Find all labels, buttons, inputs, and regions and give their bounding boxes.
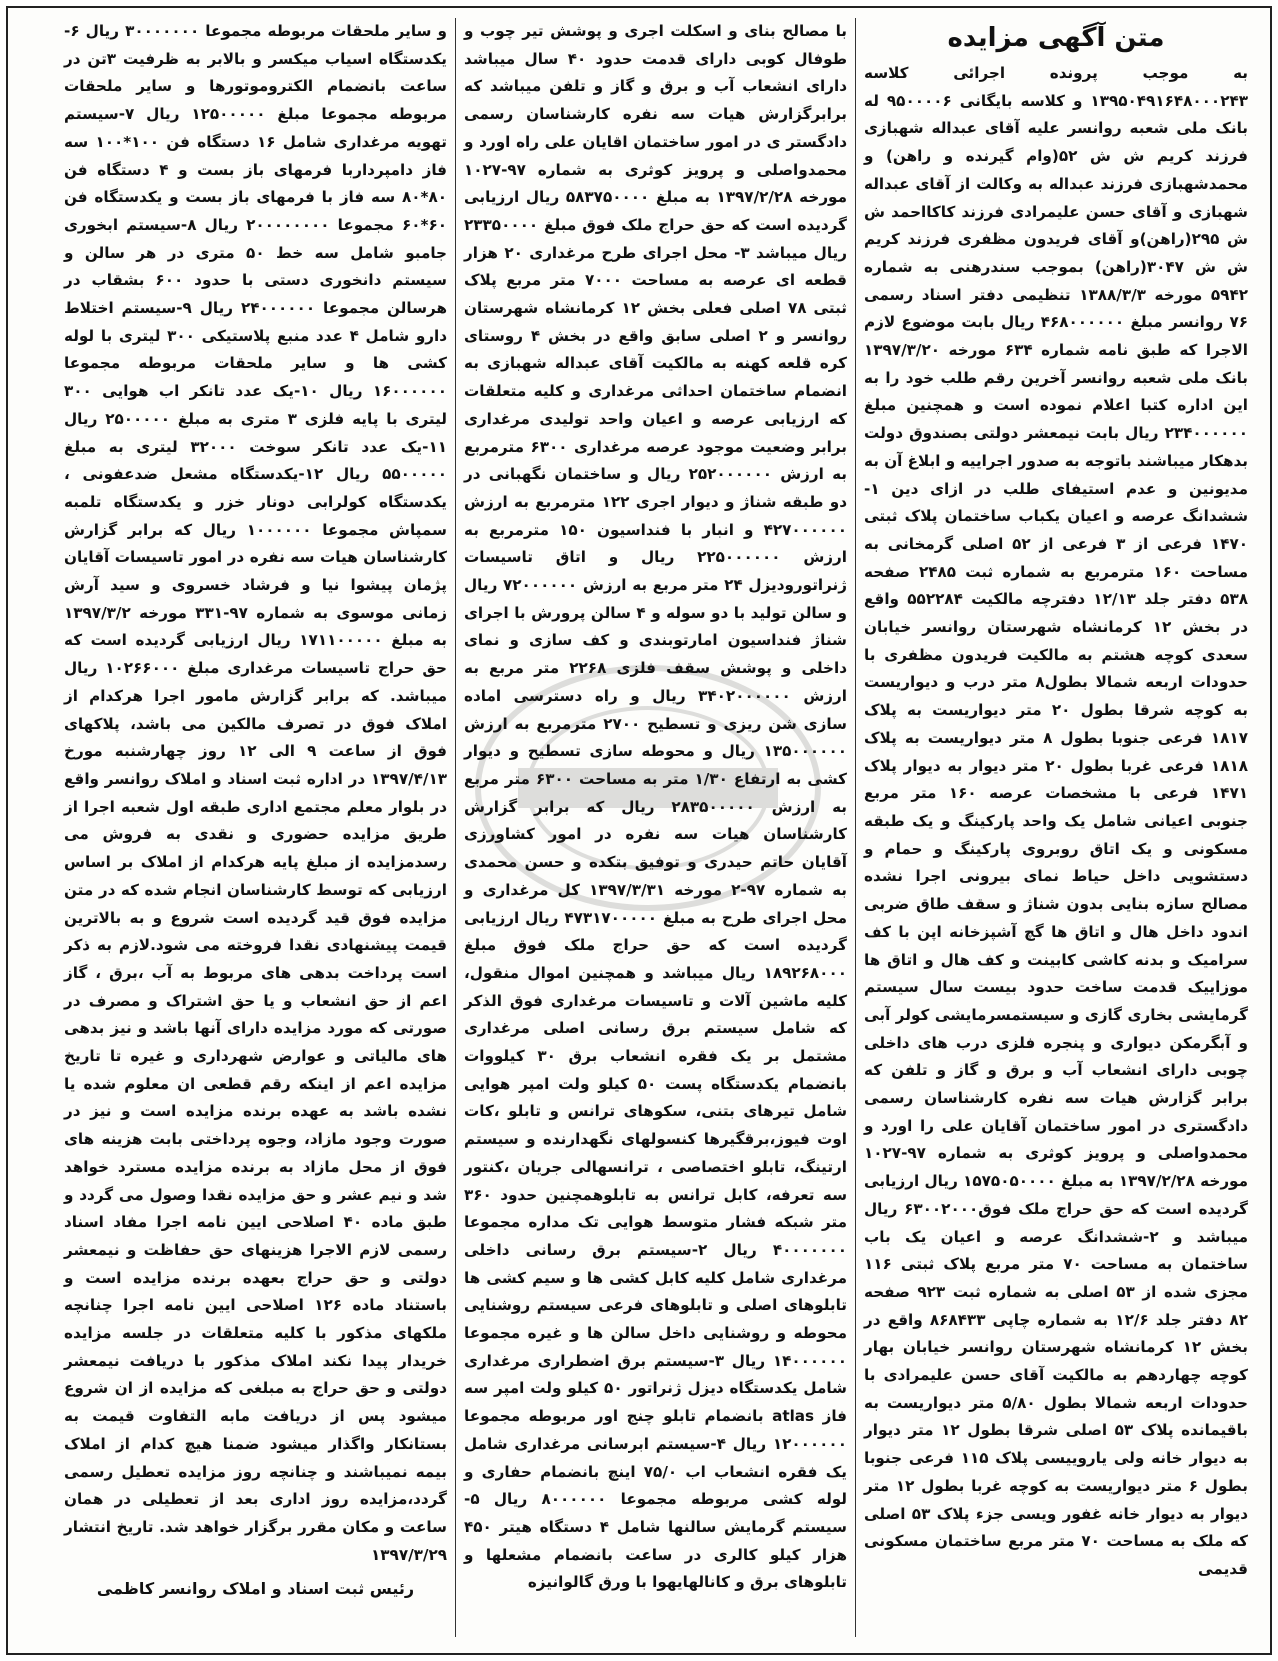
ad-text-column-1: به موجب پرونده اجرائی کلاسه ۱۳۹۵۰۴۹۱۶۴۸۰۰۰۲۴۳ و کلاسه بایگانی ۹۵۰۰۰۰۶ له بانک ملی شعبه روانسر علیه آقای عبداله شهبازی فرزند کریم ش ش ۵۲(وام گیرنده و راهن) و محمدشهبازی فرزند عبداله به وکالت از آقای عبداله شهبازی و آقای حسن علیمرادی فرزند کاکااحمد ش ش ۲۹۵(راهن)و آقای فریدون مظفری فرزند کریم ش ش ۳۰۴۷(راهن) بموجب سندرهنی به شماره ۵۹۴۲ مورخه ۱۳۸۸/۳/۳ تنظیمی دفتر اسناد رسمی ۷۶ روانسر مبلغ ۴۶۸۰۰۰۰۰۰ ریال بابت موضوع لازم الاجرا که طبق نامه شماره ۶۳۴ مورخه ۱۳۹۷/۳/۲۰ بانک ملی شعبه روانسر آخرین رقم طلب خود را به این اداره کتبا اعلام نموده است و همچنین مبلغ ۲۳۴۰۰۰۰۰۰ ریال بابت نیمعشر دولتی بصندوق دولت بدهکار میباشند باتوجه به صدور اجراییه و ابلاغ آن به مدیونین و عدم استیفای طلب در ازای دین ۱-ششدانگ عرصه و اعیان یکباب ساختمان پلاک ثبتی ۱۴۷۰ فرعی از ۳ فرعی از ۵۲ اصلی گرمخانی به مساحت ۱۶۰ مترمربع به شماره ثبت ۲۴۸۵ صفحه ۵۳۸ دفتر جلد ۱۲/۱۳ دفترچه مالکیت ۵۵۲۲۸۴ واقع در بخش ۱۲ کرمانشاه شهرستان روانسر خیابان سعدی کوچه هشتم به مالکیت فریدون مظفری با حدودات اربعه شمالا بطول۸ متر درب و دیواریست به کوچه شرقا بطول ۲۰ متر دیواریست به پلاک ۱۸۱۷ فرعی جنوبا بطول ۸ متر دیواریست به پلاک ۱۸۱۸ فرعی غربا بطول ۲۰ متر دیوار به دیوار پلاک ۱۴۷۱ فرعی با مشخصات عرصه ۱۶۰ متر مربع جنوبی اعیانی شامل یک واحد پارکینگ و یک طبقه مسکونی و یک اتاق روبروی پارکینگ و حمام و دستشویی داخل حیاط نمای بیرونی اجرا نشده مصالح سازه بنایی بدون شناژ و سقف طاق ضربی اندود داخل هال و اتاق ها گچ آشپزخانه اپن با کف سرامیک و بدنه کاشی کابینت و کف هال و اتاق ها موزاییک قدمت ساخت حدود بیست سال سیستم گرمایشی بخاری گازی و سیستمسرمایشی کولر آبی و آبگرمکن دیواری و پنجره فلزی درب های داخلی چوبی دارای انشعاب آب و برق و گاز و تلفن که برابر گزارش هیات سه نفره کارشناسان رسمی دادگستری در امور ساختمان آقایان علی را اورد و محمدواصلی و پرویز کوثری به شماره ۹۷-۱۰۲۷ مورخه ۱۳۹۷/۲/۲۸ به مبلغ ۱۵۷۵۰۵۰۰۰۰ ریال ارزیابی گردیده است که حق حراج ملک فوق۶۳۰۰۲۰۰۰ ریال میباشد و ۲-ششدانگ عرصه و اعیان یک باب ساختمان به مساحت ۷۰ متر مربع پلاک ثبتی ۱۱۶ مجزی شده از ۵۳ اصلی به شماره ثبت ۹۲۳ صفحه ۸۲ دفتر جلد ۱۲/۶ به شماره چاپی ۸۶۸۴۳۳ واقع در بخش ۱۲ کرمانشاه شهرستان روانسر خیابان بهار کوچه چهاردهم به مالکیت آقای حسن علیمرادی با حدودات اربعه شمالا بطول ۵/۸۰ متر دیواریست به باقیمانده پلاک ۵۳ اصلی شرقا بطول ۱۲ متر دیوار به دیوار خانه ولی یاروییسی پلاک ۱۱۵ فرعی جنوبا بطول ۶ متر دیواریست به کوچه غربا بطول ۱۲ متر دیوار به دیوار خانه غفور ویسی جزء پلاک ۵۳ اصلی که ملک به مساحت ۷۰ متر مربع ساختمان مسکونی قدیمی xyxy=(864,64,1249,1578)
ad-text-column-2: با مصالح بنای و اسکلت اجری و پوشش تیر چوب و طوفال کوبی دارای قدمت حدود ۴۰ سال میباشد دارای انشعاب آب و برق و گاز و تلفن میباشد که برابرگزارش هیات سه نفره کارشناسان رسمی دادگستر ی در امور ساختمان اقایان علی راه اورد و محمدواصلی و پرویز کوثری به شماره ۹۷-۱۰۲۷ مورخه ۱۳۹۷/۲/۲۸ به مبلغ ۵۸۳۷۵۰۰۰۰ ریال ارزیابی گردیده است که حق حراج ملک فوق مبلغ ۲۳۳۵۰۰۰۰ ریال میباشد ۳- محل اجرای طرح مرغداری ۲۰ هزار قطعه ای عرصه به مساحت ۷۰۰۰ متر مربع پلاک ثبتی ۷۸ اصلی فعلی بخش ۱۲ کرمانشاه شهرستان روانسر و ۲ اصلی سابق واقع در بخش ۴ روستای کره قلعه کهنه به مالکیت آقای عبداله شهبازی به انضمام ساختمان احداثی مرغداری و کلیه متعلقات که ارزیابی عرصه و اعیان واحد تولیدی مرغداری برابر وضعیت موجود عرصه مرغداری ۶۳۰۰ مترمربع به ارزش ۲۵۲۰۰۰۰۰۰ ریال و ساختمان نگهبانی در دو طبقه شناژ و دیوار اجری ۱۲۲ مترمربع به ارزش ۴۲۷۰۰۰۰۰۰ و انبار با فنداسیون ۱۵۰ مترمربع به ارزش ۲۲۵۰۰۰۰۰۰ ریال و اتاق تاسیسات ژنراتورودیزل ۲۴ متر مربع به ارزش ۷۲۰۰۰۰۰۰ ریال و سالن تولید با دو سوله و ۴ سالن پرورش با اجرای شناژ فنداسیون امارتوبندی و کف سازی و نمای داخلی و پوشش سقف فلزی ۲۲۶۸ متر مربع به ارزش ۳۴۰۲۰۰۰۰۰۰ ریال و راه دسترسی اماده سازی شن ریزی و تسطیح ۲۷۰۰ مترمربع به ارزش ۱۳۵۰۰۰۰۰۰ ریال و محوطه سازی تسطیح و دیوار کشی به ارتفاع ۱/۳۰ متر به مساحت ۶۳۰۰ متر مربع به ارزش ۲۸۳۵۰۰۰۰۰ ریال که برابر گزارش کارشناسان هیات سه نفره در امور کشاورزی آقایان حاتم حیدری و توفیق بتکده و حسن محمدی به شماره ۹۷-۲ مورخه ۱۳۹۷/۳/۳۱ کل مرغداری و محل اجرای طرح به مبلغ ۴۷۳۱۷۰۰۰۰۰ ریال ارزیابی گردیده است که حق حراج ملک فوق مبلغ ۱۸۹۲۶۸۰۰۰ ریال میباشد و همچنین اموال منقول، کلیه ماشین آلات و تاسیسات مرغداری فوق الذکر که شامل سیستم برق رسانی اصلی مرغداری مشتمل بر یک فقره انشعاب برق ۳۰ کیلووات بانضمام یکدستگاه پست ۵۰ کیلو ولت امپر هوایی شامل تیرهای بتنی، سکوهای ترانس و تابلو ،کات اوت فیوز،برقگیرها کنسولهای نگهدارنده و سیستم ارتینگ، تابلو اختصاصی ، ترانسهالی جریان ،کنتور سه تعرفه، کابل ترانس به تابلوهمچنین حدود ۳۶۰ متر شبکه فشار متوسط هوایی تک مداره مجموعا ۴۰۰۰۰۰۰۰ ریال ۲-سیستم برق رسانی داخلی مرغداری شامل کلیه کابل کشی ها و سیم کشی ها تابلوهای اصلی و تابلوهای فرعی سیستم روشنایی محوطه و روشنایی داخل سالن ها و غیره مجموعا ۱۴۰۰۰۰۰۰ ریال ۳-سیستم برق اضطراری مرغداری شامل یکدستگاه دیزل ژنراتور ۵۰ کیلو ولت امپر سه فاز atlas بانضمام تابلو چنج اور مربوطه مجموعا ۱۲۰۰۰۰۰۰ ریال ۴-سیستم ابرسانی مرغداری شامل یک فقره انشعاب اب ۷۵/۰ اینچ بانضمام حفاری و لوله کشی مربوطه مجموعا ۸۰۰۰۰۰۰ ریال ۵-سیستم گرمایش سالنها شامل ۴ دستگاه هیتر ۴۵۰ هزار کیلو کالری در ساعت بانضمام مشعلها و تابلوهای برق و کانالهایهوا با ورق گالوانیزه xyxy=(464,22,848,1592)
column-middle xyxy=(456,18,856,1637)
column-right xyxy=(856,18,1256,1637)
column-left xyxy=(56,18,456,1637)
ad-text-column-3: و سایر ملحقات مربوطه مجموعا ۳۰۰۰۰۰۰۰ ریال ۶-یکدستگاه اسیاب میکسر و بالابر به ظرفیت ۳تن در ساعت بانضمام الکتروموتورها و سایر ملحقات مربوطه مجموعا مبلغ ۱۲۵۰۰۰۰۰ ریال ۷-سیستم تهویه مرغداری شامل ۱۶ دستگاه فن ۱۰۰*۱۰۰ سه فاز دامپرداربا فرمهای باز بست و ۴ دستگاه فن ۸۰*۸۰ سه فاز با فرمهای باز بست و یکدستگاه فن ۶۰*۶۰ مجموعا ۲۰۰۰۰۰۰۰۰ ریال ۸-سیستم ابخوری جامبو شامل سه خط ۵۰ متری در هر سالن و سیستم دانخوری دستی با حدود ۶۰۰ بشقاب در هرسالن مجموعا ۲۴۰۰۰۰۰۰ ریال ۹-سیستم اختلاط دارو شامل ۴ عدد منبع پلاستیکی ۳۰۰ لیتری با لوله کشی ها و سایر ملحقات مربوطه مجموعا ۱۶۰۰۰۰۰۰ ریال ۱۰-یک عدد تانکر اب هوایی ۳۰۰ لیتری با پایه فلزی ۳ متری به مبلغ ۲۵۰۰۰۰۰ ریال ۱۱-یک عدد تانکر سوخت ۳۲۰۰۰ لیتری به مبلغ ۵۵۰۰۰۰۰ ریال ۱۲-یکدستگاه مشعل ضدعفونی ، یکدستگاه کولرابی دونار خزر و یکدستگاه تلمبه سمپاش مجموعا ۱۰۰۰۰۰۰ ریال که برابر گزارش کارشناسان هیات سه نفره در امور تاسیسات آقایان پژمان پیشوا نیا و فرشاد خسروی و سید آرش زمانی موسوی به شماره ۹۷-۳۳۱ مورخه ۱۳۹۷/۳/۲ به مبلغ ۱۷۱۱۰۰۰۰۰ ریال ارزیابی گردیده است که حق حراج تاسیسات مرغداری مبلغ ۱۰۲۶۶۰۰۰ ریال میباشد. که برابر گزارش مامور اجرا هرکدام از املاک فوق در تصرف مالکین می باشد، پلاکهای فوق از ساعت ۹ الی ۱۲ روز چهارشنبه مورخ ۱۳۹۷/۴/۱۳ در اداره ثبت اسناد و املاک روانسر واقع در بلوار معلم مجتمع اداری طبقه اول شعبه اجرا از طریق مزایده حضوری و نقدی به فروش می رسدمزایده از مبلغ پایه هرکدام از املاک بر اساس ارزیابی که توسط کارشناسان انجام شده که در متن مزایده فوق قید گردیده است شروع و به بالاترین قیمت پیشنهادی نقدا فروخته می شود.لازم به ذکر است پرداخت بدهی های مربوط به آب ،برق ، گاز اعم از حق انشعاب و یا حق اشتراک و مصرف در صورتی که مورد مزایده دارای آنها باشد و نیز بدهی های مالیاتی و عوارض شهرداری و غیره تا تاریخ مزایده اعم از اینکه رقم قطعی ان معلوم شده یا نشده باشد به عهده برنده مزایده است و نیز در صورت وجود مازاد، وجوه پرداختی بابت هزینه های فوق از محل مازاد به برنده مزایده مسترد خواهد شد و نیم عشر و حق مزایده نقدا وصول می گردد و طبق ماده ۴۰ اصلاحی ایین نامه اجرا مفاد اسناد رسمی لازم الاجرا هزینهای حق حفاظت و نیمعشر دولتی و حق حراج بعهده برنده مزایده است و باستناد ماده ۱۲۶ اصلاحی ایین نامه اجرا چنانچه ملکهای مذکور با کلیه متعلقات در جلسه مزایده خریدار پیدا نکند املاک مذکور با دریافت نیمعشر دولتی و حق حراج به مبلغی که مزایده از ان شروع میشود پس از دریافت مابه التفاوت قیمت به بستانکار واگذار میشود ضمنا هیچ کدام از املاک بیمه نمیباشند و چنانچه روز مزایده تعطیل رسمی گردد،مزایده روز اداری بعد از تعطیلی در همان ساعت و مکان مقرر برگزار خواهد شد. تاریخ انتشار ۱۳۹۷/۳/۲۹ xyxy=(64,22,448,1564)
newspaper-clipping xyxy=(6,6,1272,1655)
signature: رئیس ثبت اسناد و املاک روانسر کاظمی xyxy=(96,1579,415,1599)
ad-columns xyxy=(22,18,1256,1637)
ad-title: متن آگهی مزایده xyxy=(947,23,1165,53)
